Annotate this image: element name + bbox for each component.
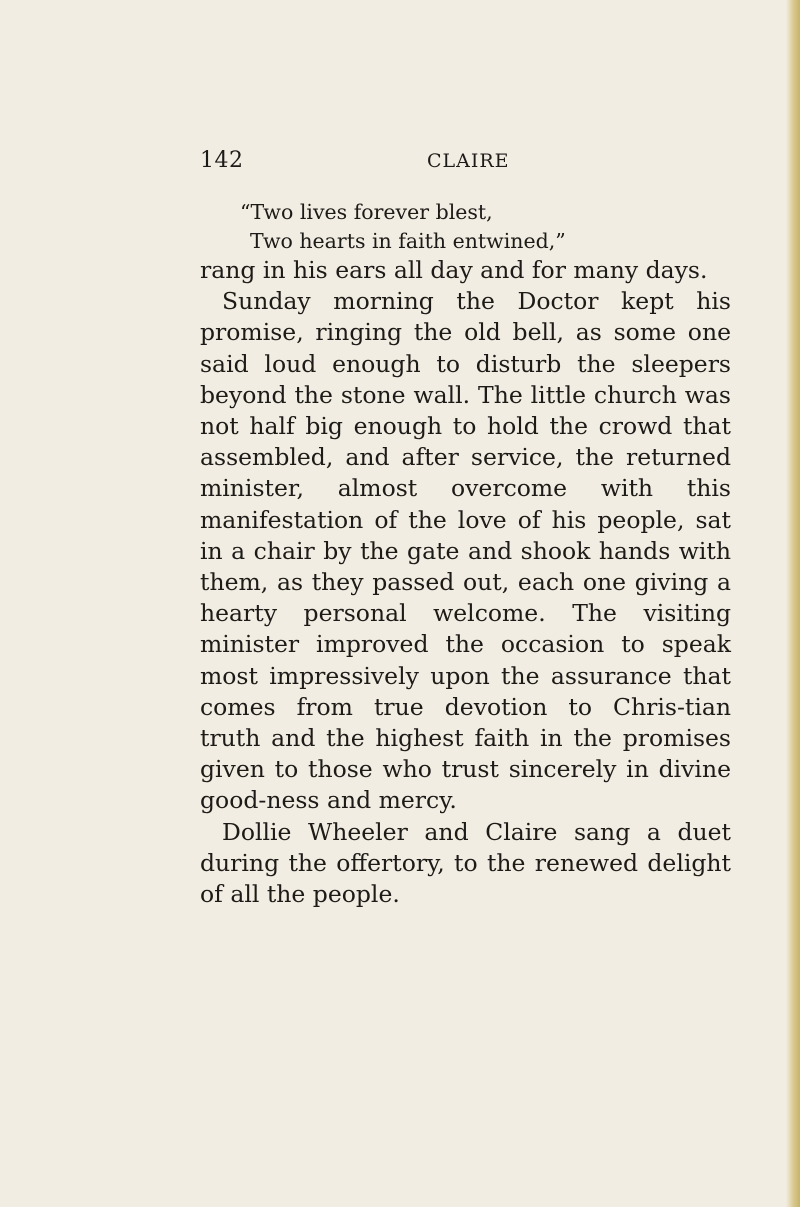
paragraph: rang in his ears all day and for many days. [200, 256, 708, 284]
verse-line: “Two lives forever blest, [240, 200, 493, 224]
page-header [200, 146, 540, 176]
paragraph: Dollie Wheeler and Claire sang a duet during the offertory, to the renewed delight of all the people. [200, 817, 731, 909]
paragraph: Sunday morning the Doctor kept his promise, ringing the old bell, as some one said loud enough to disturb the sleepers beyond the stone wall. The little church was not half big enough to hold the crowd that assembled, and after service, the returned minister, almost overcome with this manifestation of the love of his people, sat in a chair by the gate and shook hands with them, as they passed out, each one giving a hearty personal welcome. The visiting minister improved the occasion to speak most impressively upon the assurance that comes from true devotion to Chris-tian truth and the highest faith in the promises given to those who trust sincerely in divine good-ness and mercy. [200, 287, 731, 815]
running-title: CLAIRE [427, 150, 510, 172]
body-text [200, 255, 731, 910]
page-number: 142 [200, 148, 244, 173]
page-edge [786, 0, 800, 1207]
verse-quotation [240, 198, 660, 256]
verse-line: Two hearts in faith entwined,” [250, 229, 566, 253]
